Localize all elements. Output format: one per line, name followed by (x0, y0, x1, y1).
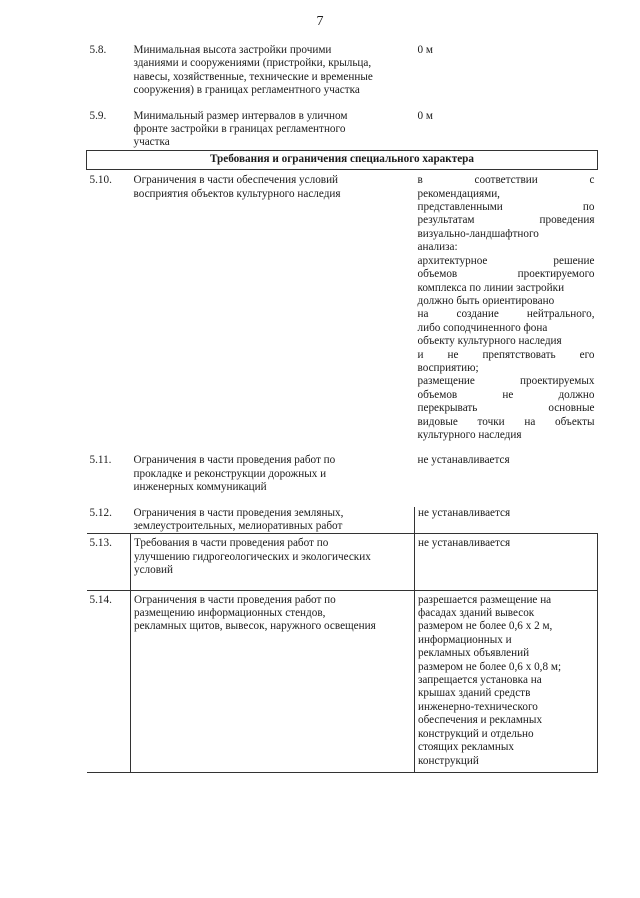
value-line: конструкций (418, 754, 479, 767)
description-line: навесы, хозяйственные, технические и временные (133, 70, 373, 83)
description-line: Ограничения в части проведения работ по (134, 593, 336, 606)
description-line: размещению информационных стендов, (134, 607, 326, 620)
value-line: объекту культурного наследия (417, 335, 562, 348)
value-line: должно быть ориентировано (417, 294, 555, 307)
row-number: 5.8. (89, 44, 107, 56)
value-line: запрещается установка на (418, 674, 542, 687)
row-description (131, 110, 415, 151)
row-value (415, 534, 598, 578)
table-row (87, 170, 598, 443)
row-number: 5.11. (89, 454, 112, 467)
row-description (131, 170, 415, 443)
row-value: 0 м (417, 109, 433, 122)
row-number: 5.14. (87, 590, 131, 772)
value-line: архитектурное решение (417, 254, 595, 267)
value-line: размером не более 0,6 х 0,8 м; (418, 660, 562, 673)
table-row (87, 534, 598, 578)
value-line: в соответствии с (417, 174, 595, 187)
row-description (131, 507, 415, 534)
row-value (415, 170, 598, 443)
row-number: 5.9. (89, 109, 107, 122)
description-line: условий (134, 564, 173, 577)
row-description (131, 534, 415, 578)
row-description (131, 454, 415, 494)
description-line: рекламных щитов, вывесок, наружного освещения (134, 620, 376, 633)
row-number: 5.10. (89, 174, 112, 187)
row-description (131, 44, 415, 98)
value-line: не устанавливается (417, 454, 510, 467)
row-number: 5.12. (89, 506, 112, 519)
page-number: 7 (316, 14, 324, 29)
value-line: восприятию; (417, 361, 479, 374)
value-line: результатам проведения (417, 214, 595, 227)
description-line: инженерных коммуникаций (133, 481, 267, 494)
value-line: объемов не должно (417, 388, 595, 401)
description-line: Ограничения в части проведения работ по (133, 454, 336, 467)
description-line: фронте застройки в границах регламентного (133, 123, 346, 136)
value-line: фасадах зданий вывесок (418, 607, 535, 620)
value-line: визуально-ландшафтного (417, 227, 539, 240)
value-line: культурного наследия (417, 428, 522, 441)
row-value (415, 507, 598, 534)
row-value (415, 590, 598, 772)
description-line: землеустроительных, мелиоративных работ (133, 520, 343, 532)
row-description (131, 590, 415, 772)
table-row (87, 590, 598, 772)
value-line: обеспечения и рекламных (418, 714, 543, 727)
value-line: размером не более 0,6 х 2 м, (418, 620, 553, 633)
description-line: сооружения) в границах регламентного участка (133, 84, 360, 97)
value-line: разрешается размещение на (418, 593, 552, 606)
value-line: и не препятствовать его (417, 348, 595, 361)
description-line: улучшению гидрогеологических и экологических (134, 550, 371, 563)
description-line: Минимальная высота застройки прочими (133, 44, 332, 56)
table-row (87, 44, 598, 98)
section-header-row (87, 150, 598, 169)
value-line: не устанавливается (418, 537, 511, 550)
description-line: Требования в части проведения работ по (134, 537, 329, 550)
value-line: объемов проектируемого (417, 268, 595, 281)
row-value: 0 м (417, 44, 433, 56)
description-line: Ограничения в части проведения земляных, (133, 506, 344, 519)
row-number: 5.13. (87, 534, 131, 578)
row-value (415, 454, 598, 494)
description-line: прокладке и реконструкции дорожных и (133, 467, 327, 480)
value-line: инженерно-технического (418, 700, 538, 713)
table-row (87, 507, 598, 534)
section-title: Требования и ограничения специального характера (87, 150, 598, 169)
description-line: Минимальный размер интервалов в уличном (133, 109, 348, 122)
description-line: зданиями и сооружениями (пристройки, крыльца, (133, 57, 372, 70)
value-line: либо соподчиненного фона (417, 321, 548, 334)
value-line: рекомендациями, (417, 187, 500, 200)
value-line: комплекса по линии застройки (417, 281, 565, 294)
value-line: представленными по (417, 201, 595, 214)
value-line: анализа: (417, 241, 458, 254)
value-line: перекрывать основные (417, 402, 595, 415)
value-line: информационных и (418, 633, 512, 646)
value-line: рекламных объявлений (418, 647, 530, 660)
value-line: размещение проектируемых (417, 375, 595, 388)
description-line: участка (133, 136, 170, 149)
value-line: видовые точки на объекты (417, 415, 595, 428)
value-line: стоящих рекламных (418, 741, 514, 754)
value-line: крышах зданий средств (418, 687, 531, 700)
description-line: восприятия объектов культурного наследия (133, 187, 341, 200)
value-line: конструкций и отдельно (418, 727, 534, 740)
value-line: на создание нейтрального, (417, 308, 595, 321)
table-row (87, 454, 598, 494)
requirements-table (86, 44, 598, 773)
value-line: не устанавливается (418, 506, 511, 519)
table-row (87, 110, 598, 151)
description-line: Ограничения в части обеспечения условий (133, 174, 339, 187)
